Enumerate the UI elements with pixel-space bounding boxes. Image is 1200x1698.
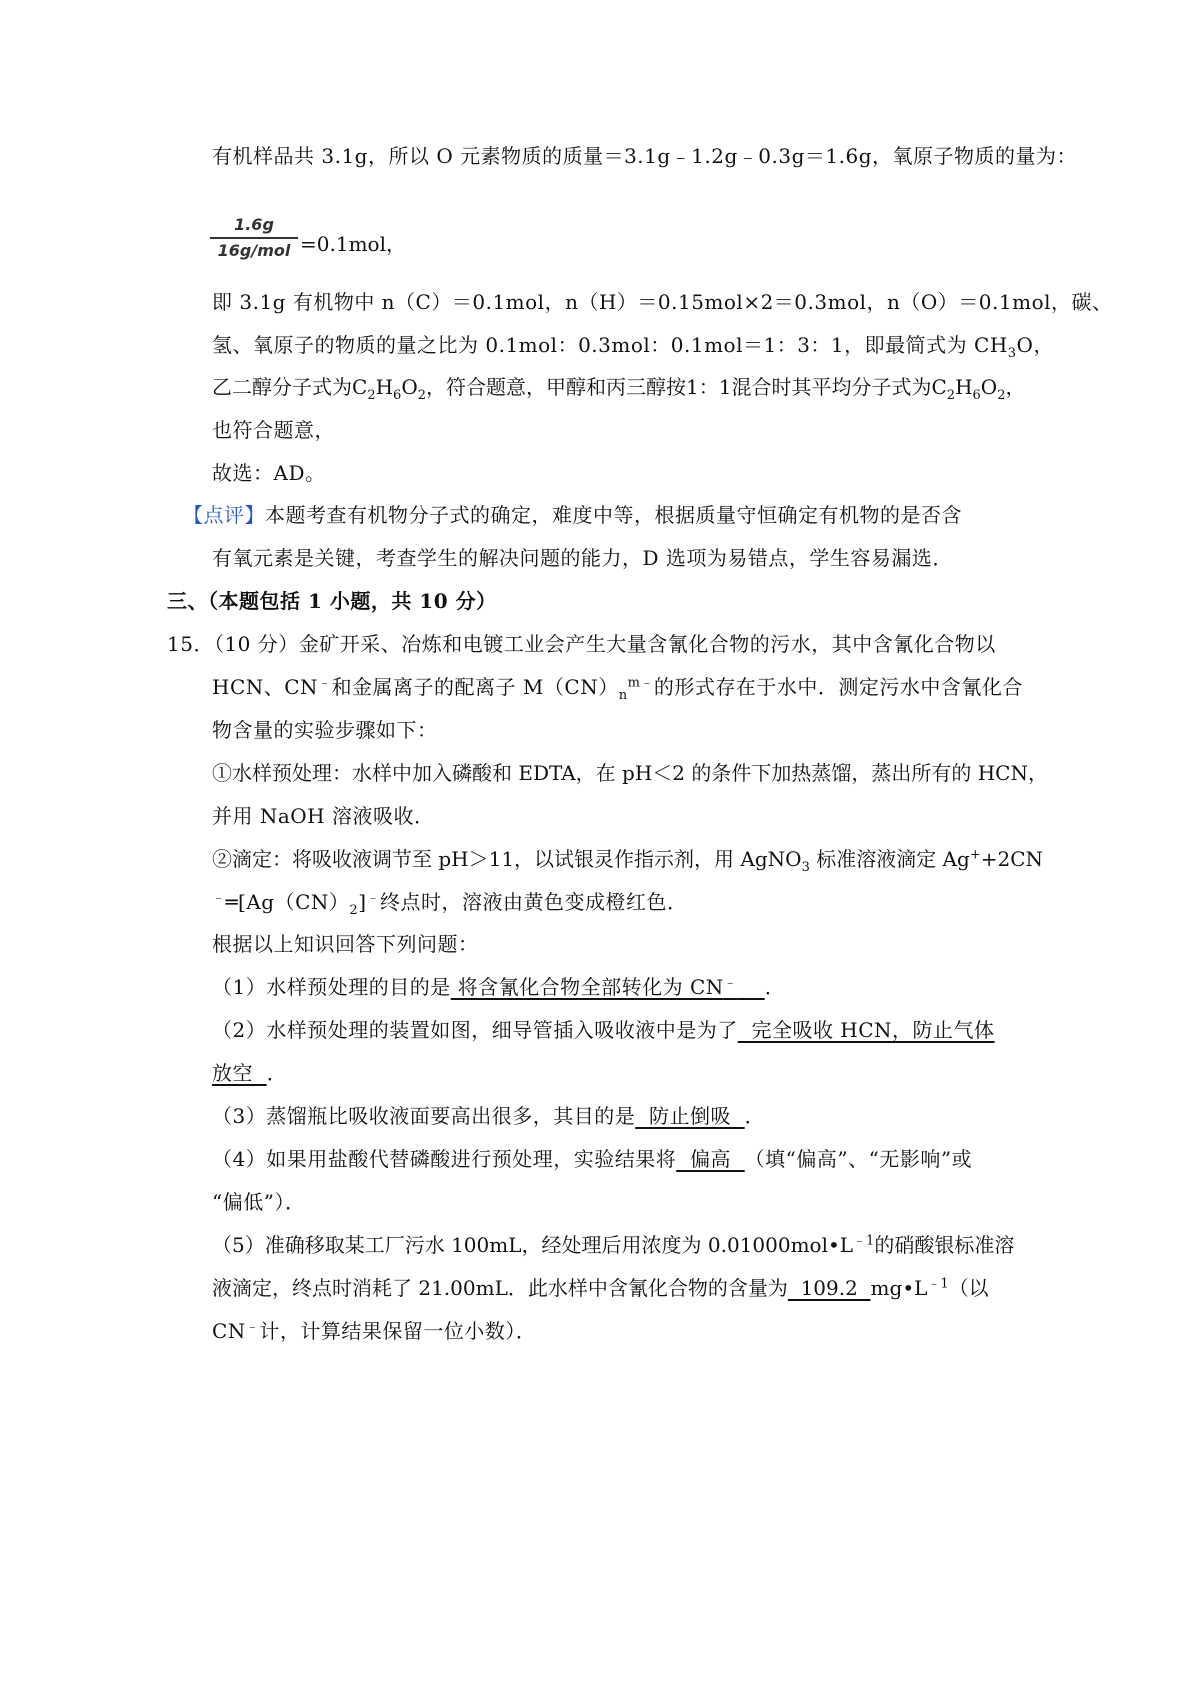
text: （1）水样预处理的目的是 bbox=[212, 975, 451, 999]
answer-text: 放空 bbox=[212, 1061, 267, 1085]
subscript: 3 bbox=[1007, 346, 1017, 361]
text: （以 bbox=[948, 1276, 989, 1300]
text: 并用 NaOH 溶液吸收． bbox=[212, 804, 435, 828]
text: 故选：AD。 bbox=[212, 461, 326, 485]
text: （3）蒸馏瓶比吸收液面要高出很多，其目的是 bbox=[212, 1104, 636, 1128]
text: ． bbox=[266, 1061, 288, 1085]
subscript: 2 bbox=[349, 903, 359, 918]
question-line bbox=[212, 716, 438, 744]
fraction-numerator: 1.6g bbox=[234, 215, 274, 234]
paragraph-line bbox=[212, 416, 335, 444]
text: （填“偏高”、“无影响”或 bbox=[744, 1147, 973, 1171]
text: ， bbox=[1005, 375, 1026, 399]
answer-blank bbox=[451, 975, 765, 999]
section-heading: 三、（本题包括 1 小题，共 10 分） bbox=[167, 589, 497, 613]
text: 有氧元素是关键，考查学生的解决问题的能力，D 选项为易错点，学生容易漏选． bbox=[212, 546, 953, 570]
text: HCN、CN bbox=[212, 675, 319, 699]
text: （2）水样预处理的装置如图，细导管插入吸收液中是为了 bbox=[212, 1018, 738, 1042]
superscript: m﹣ bbox=[627, 675, 654, 691]
superscript: ﹣ bbox=[318, 675, 332, 691]
superscript: ﹣ bbox=[366, 890, 381, 906]
paragraph-line bbox=[212, 930, 479, 958]
answer-line-4-cont bbox=[212, 1188, 305, 1216]
text: ． bbox=[744, 1104, 766, 1128]
text: ] bbox=[358, 890, 367, 914]
superscript: ﹣ bbox=[212, 890, 226, 906]
answer-line-2 bbox=[212, 1016, 995, 1044]
text: 15．（10 分）金矿开采、冶炼和电镀工业会产生大量含氰化合物的污水，其中含氰化合物以 bbox=[167, 632, 996, 656]
answer-text: 109.2 bbox=[787, 1276, 871, 1300]
fraction-denominator: 16g/mol bbox=[217, 241, 291, 260]
text: 液滴定，终点时消耗了 21.00mL．此水样中含氰化合物的含量为 bbox=[212, 1276, 788, 1300]
text: （4）如果用盐酸代替磷酸进行预处理，实验结果将 bbox=[212, 1147, 677, 1171]
text: CN bbox=[212, 1319, 246, 1343]
answer-line-2-cont bbox=[212, 1059, 287, 1087]
paragraph-line bbox=[212, 459, 325, 487]
paragraph-line bbox=[212, 373, 1025, 401]
text: mg•L bbox=[870, 1276, 928, 1300]
step-line bbox=[212, 759, 1048, 787]
text: 的形式存在于水中．测定污水中含氰化合 bbox=[653, 675, 1023, 699]
subscript: 6 bbox=[393, 388, 402, 403]
paragraph-line bbox=[212, 288, 1113, 316]
superscript: ﹣ bbox=[723, 975, 738, 991]
text: 即 3.1g 有机物中 n（C）＝0.1mol，n（H）＝0.15mol×2＝0.3mol，n（O）＝0.1mol，碳、 bbox=[212, 290, 1113, 314]
step-line bbox=[212, 802, 434, 830]
text: 根据以上知识回答下列问题： bbox=[212, 932, 479, 956]
comment-tag: 【点评】 bbox=[183, 503, 265, 527]
answer-text: 防止倒吸 bbox=[635, 1104, 745, 1128]
text: 和金属离子的配离子 M（CN） bbox=[331, 675, 619, 699]
text: +2CN bbox=[980, 847, 1044, 871]
superscript: + bbox=[969, 847, 981, 863]
text: O bbox=[401, 375, 418, 399]
text: 氢、氧原子的物质的量之比为 0.1mol：0.3mol：0.1mol＝1：3：1，即最简式为 CH bbox=[212, 333, 1008, 357]
text: 有机样品共 3.1g，所以 O 元素物质的质量＝3.1g﹣1.2g﹣0.3g＝1.6g，氧原子物质的量为： bbox=[212, 144, 1078, 168]
fraction-bar bbox=[210, 237, 298, 239]
answer-text: 完全吸收 HCN，防止气体 bbox=[737, 1018, 995, 1042]
text: ═[Ag（CN） bbox=[225, 890, 350, 914]
comment-line bbox=[183, 501, 962, 529]
answer-line-3 bbox=[212, 1102, 765, 1130]
text: H bbox=[955, 375, 973, 399]
subscript: n bbox=[618, 688, 628, 703]
paragraph-line bbox=[212, 544, 953, 572]
text: H bbox=[375, 375, 394, 399]
text: O bbox=[980, 375, 998, 399]
text: 标准溶液滴定 Ag bbox=[809, 847, 970, 871]
fraction bbox=[210, 215, 298, 261]
text: ． bbox=[764, 975, 786, 999]
text: （5）准确移取某工厂污水 100mL，经处理后用浓度为 0.01000mol•L bbox=[212, 1233, 854, 1257]
answer-pad bbox=[737, 975, 764, 999]
subscript: 6 bbox=[972, 388, 981, 403]
answer-text: 偏高 bbox=[676, 1147, 745, 1171]
superscript: ﹣1 bbox=[927, 1276, 949, 1292]
superscript: ﹣ bbox=[245, 1319, 260, 1335]
question-line bbox=[212, 673, 1023, 701]
text: O， bbox=[1016, 333, 1054, 357]
text: 本题考查有机物分子式的确定，难度中等，根据质量守恒确定有机物的是否含 bbox=[265, 503, 962, 527]
question-line bbox=[167, 630, 996, 658]
text: 计，计算结果保留一位小数）． bbox=[259, 1319, 537, 1343]
text: 的硝酸银标准溶 bbox=[874, 1233, 1015, 1257]
subscript: 2 bbox=[367, 388, 376, 403]
paragraph-line bbox=[212, 331, 1054, 359]
subscript: 2 bbox=[417, 388, 427, 403]
text: ①水样预处理：水样中加入磷酸和 EDTA，在 pH＜2 的条件下加热蒸馏，蒸出所有的 HCN， bbox=[212, 761, 1048, 785]
step-line bbox=[212, 888, 688, 916]
text: 也符合题意， bbox=[212, 418, 335, 442]
subscript: 2 bbox=[997, 388, 1006, 403]
superscript: ﹣1 bbox=[853, 1233, 875, 1249]
step-line bbox=[212, 845, 1043, 873]
answer-line-4 bbox=[212, 1145, 972, 1173]
text: ②滴定：将吸收液调节至 pH＞11，以试银灵作指示剂，用 AgNO bbox=[212, 847, 802, 871]
text: “偏低”）． bbox=[212, 1190, 306, 1214]
subscript: 2 bbox=[946, 388, 956, 403]
answer-line-5-end bbox=[212, 1317, 536, 1345]
paragraph-line bbox=[212, 142, 1077, 170]
text: 乙二醇分子式为C bbox=[212, 375, 368, 399]
text: ，符合题意，甲醇和丙三醇按1：1混合时其平均分子式为C bbox=[426, 375, 947, 399]
text: 物含量的实验步骤如下： bbox=[212, 718, 438, 742]
fraction-result: =0.1mol， bbox=[300, 232, 406, 256]
subscript: 3 bbox=[801, 860, 810, 875]
answer-line-1 bbox=[212, 973, 785, 1001]
text: 终点时，溶液由黄色变成橙红色． bbox=[380, 890, 688, 914]
answer-text: 将含氰化合物全部转化为 CN bbox=[450, 975, 724, 999]
answer-line-5 bbox=[212, 1231, 1014, 1259]
answer-line-5-cont bbox=[212, 1274, 989, 1302]
